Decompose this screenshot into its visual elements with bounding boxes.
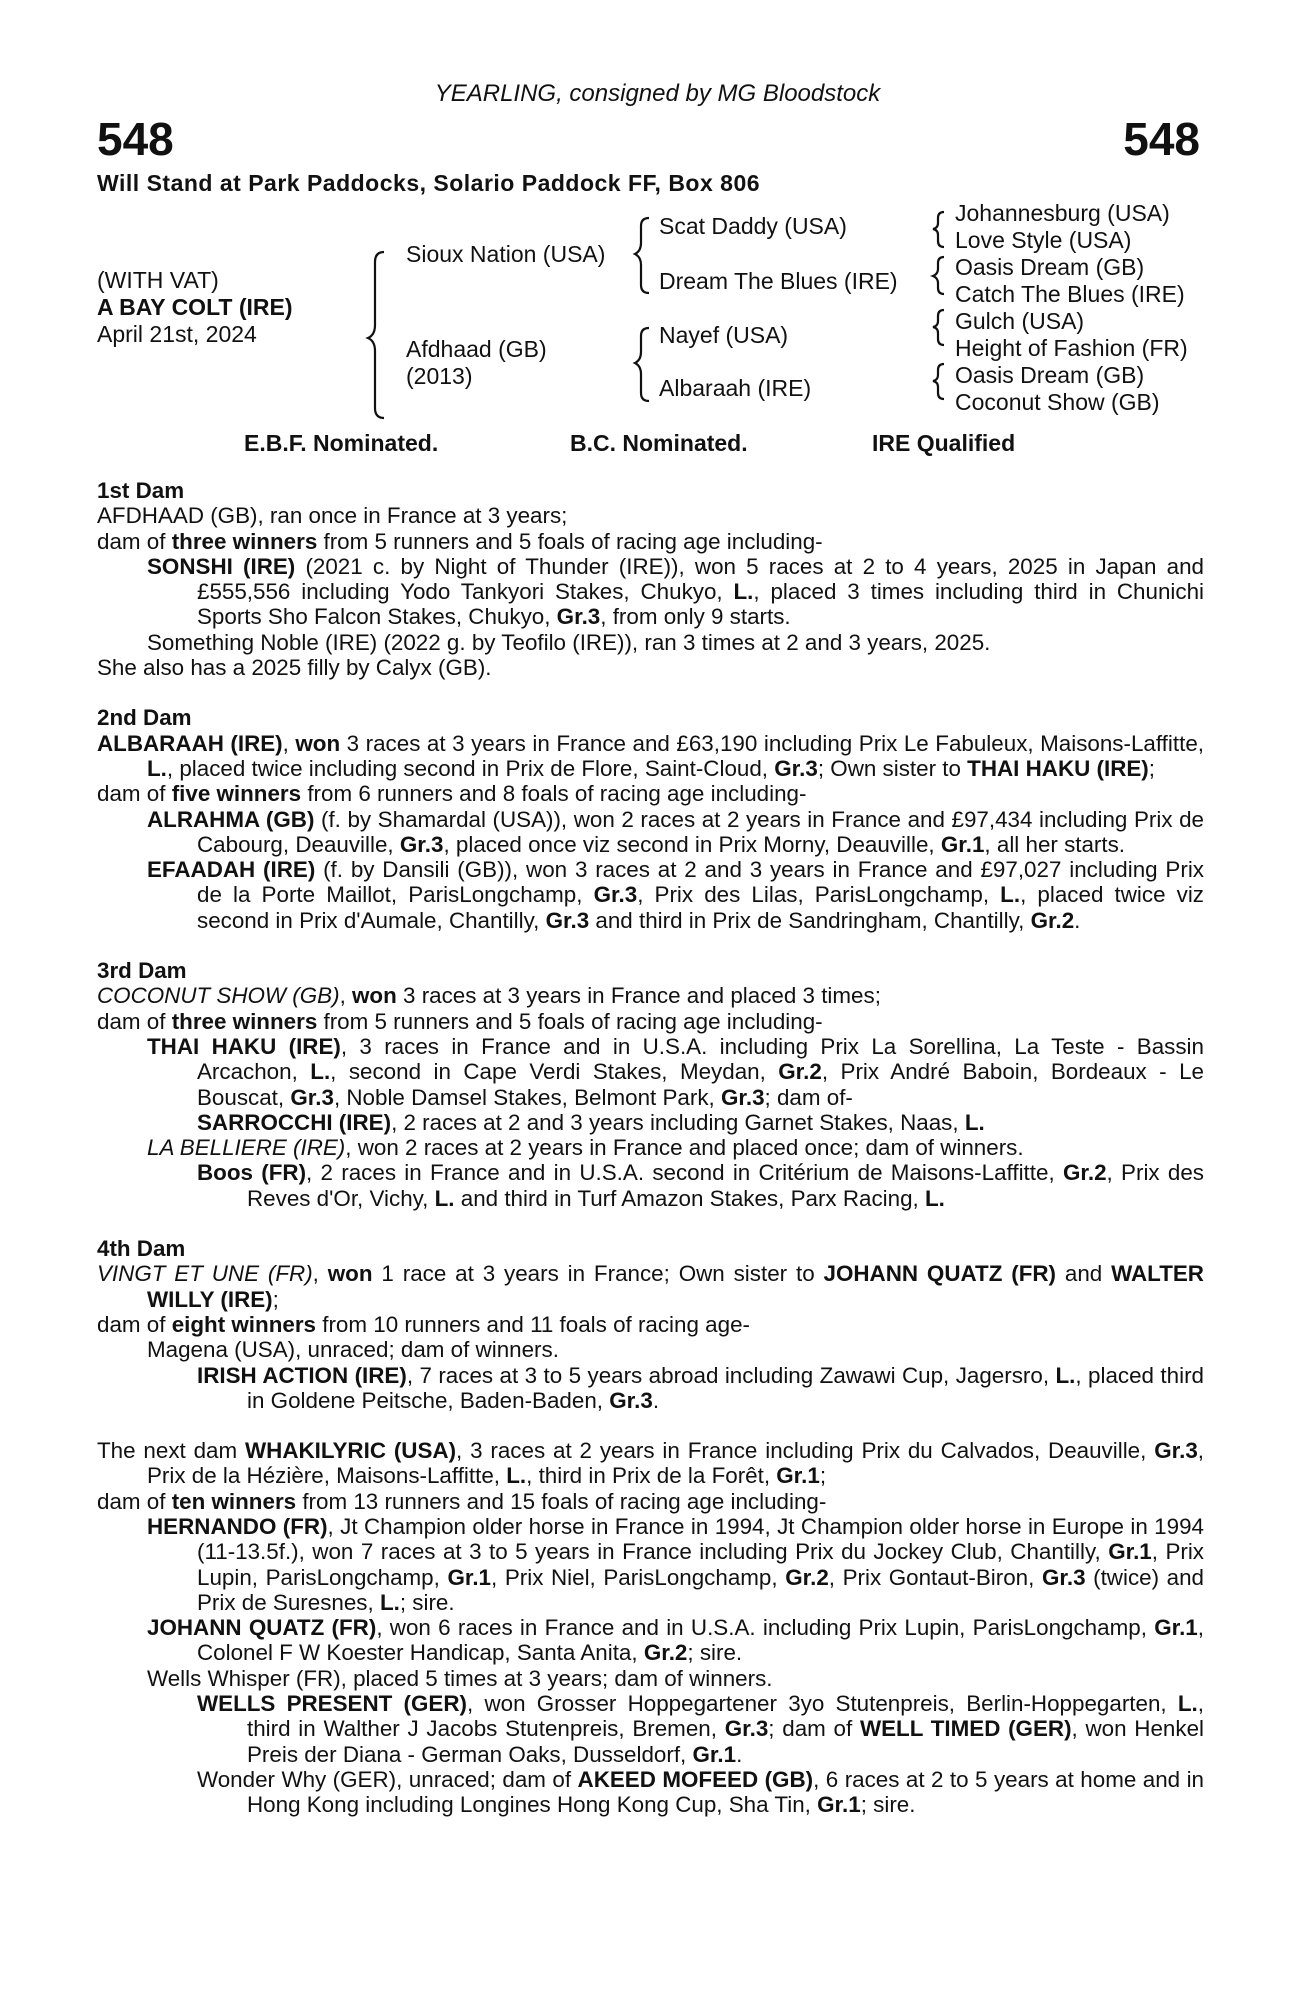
italic-text: COCONUT SHOW (GB) (97, 983, 340, 1009)
pedigree-paragraph (97, 1666, 1204, 1691)
text-run: , Jt Champion older horse in France in 1994, Jt Champion older horse in Europe in 1994 (11-13.5f.), won 7 races at 3 to 5 years in France including Prix du Jockey Club, Chantilly, (197, 1513, 1204, 1565)
bold-text: HERNANDO (FR) (147, 1513, 328, 1539)
brace-g1 (933, 212, 944, 247)
text-run: AFDHAAD (GB), ran once in France at 3 years; (97, 503, 568, 529)
text-run: from 5 runners and 5 foals of racing age including- (317, 1008, 823, 1034)
bold-text: Gr.2 (778, 1059, 822, 1085)
pedigree-g3-8: Coconut Show (GB) (955, 389, 1160, 415)
pedigree-paragraph (97, 1110, 1204, 1135)
pedigree-paragraph (97, 1261, 1204, 1312)
bold-text: ALBARAAH (IRE) (97, 730, 283, 756)
text-run: , third in Walther J Jacobs Stutenpreis, Bremen, (247, 1691, 1204, 1742)
bold-text: Gr.1 (1154, 1615, 1198, 1641)
text-run: , 3 races at 2 years in France including Prix du Calvados, Deauville, (456, 1438, 1155, 1464)
text-run: ; sire. (687, 1640, 743, 1666)
dam-section (97, 705, 1204, 933)
text-run: (twice) and Prix de Suresnes, (197, 1564, 1204, 1615)
italic-text: VINGT ET UNE (FR) (97, 1261, 313, 1287)
text-run: from 6 runners and 8 foals of racing age including- (301, 781, 807, 807)
text-run: ; Own sister to (817, 755, 968, 781)
catalogue-body (97, 478, 1204, 1818)
bold-text: Gr.2 (1062, 1160, 1107, 1186)
text-run: and third in Prix de Sandringham, Chantilly, (589, 907, 1031, 933)
bold-text: Gr.1 (692, 1741, 737, 1767)
text-run: She also has a 2025 filly by Calyx (GB). (97, 655, 492, 681)
pedigree-dam-sire: Nayef (USA) (659, 322, 789, 348)
text-run: and third in Turf Amazon Stakes, Parx Racing, (454, 1185, 925, 1211)
dam-section (97, 1236, 1204, 1413)
bold-text: won (352, 983, 397, 1009)
text-run: , third in Prix de la Forêt, (526, 1463, 777, 1489)
bold-text: THAI HAKU (IRE) (967, 755, 1149, 781)
bold-text: Gr.3 (556, 604, 601, 630)
bold-text: EFAADAH (IRE) (147, 857, 316, 883)
text-run: , won Henkel Preis der Diana - German Oaks, Dusseldorf, (247, 1716, 1204, 1767)
consignment-line: YEARLING, consigned by MG Bloodstock (434, 80, 881, 107)
pedigree-paragraph (97, 781, 1204, 806)
bold-text: L. (147, 755, 167, 781)
pedigree-paragraph (97, 554, 1204, 630)
pedigree-paragraph (97, 1767, 1204, 1818)
text-run: from 5 runners and 5 foals of racing age including- (317, 528, 823, 554)
pedigree-paragraph (97, 1337, 1204, 1362)
bold-text: ALRAHMA (GB) (147, 806, 315, 832)
bold-text: L. (964, 1109, 985, 1135)
nomination-bc: B.C. Nominated. (570, 430, 748, 456)
horse-name: A BAY COLT (IRE) (97, 294, 293, 320)
bold-text: won (295, 730, 341, 756)
text-run: 3 races at 3 years in France and £63,190 including Prix Le Fabuleux, Maisons-Laffitte, (340, 730, 1204, 756)
pedigree-sire-dam: Dream The Blues (IRE) (659, 268, 898, 294)
text-run: ; dam of- (764, 1084, 853, 1110)
bold-text: Boos (FR) (197, 1160, 307, 1186)
pedigree-paragraph (97, 983, 1204, 1008)
text-run: The next dam (97, 1438, 246, 1464)
bold-text: L. (310, 1059, 331, 1085)
bold-text: three winners (171, 528, 318, 554)
pedigree-paragraph (97, 857, 1204, 933)
text-run: , Noble Damsel Stakes, Belmont Park, (333, 1084, 721, 1110)
bold-text: eight winners (171, 1311, 317, 1337)
text-run: Wonder Why (GER), unraced; dam of (197, 1766, 578, 1792)
text-run: , placed twice including second in Prix de Flore, Saint-Cloud, (166, 755, 775, 781)
text-run: , placed third in Goldene Peitsche, Baden-Baden, (247, 1362, 1204, 1413)
text-run: ; dam of (768, 1716, 860, 1742)
pedigree-sire-sire: Scat Daddy (USA) (659, 213, 847, 239)
pedigree-paragraph (97, 731, 1204, 782)
section-heading: 4th Dam (97, 1236, 186, 1262)
text-run: . (1074, 907, 1081, 933)
stand-info: Will Stand at Park Paddocks, Solario Paddock FF, Box 806 (97, 170, 761, 196)
text-run: ; (1148, 755, 1155, 781)
text-run: , placed once viz second in Prix Morny, Deauville, (443, 831, 941, 857)
bold-text: THAI HAKU (IRE) (147, 1033, 341, 1059)
pedigree-dam-year: (2013) (406, 363, 473, 389)
bold-text: L. (434, 1185, 455, 1211)
text-run: , Prix des Reves d'Or, Vichy, (247, 1160, 1204, 1211)
text-run: , 2 races at 2 and 3 years including Garnet Stakes, Naas, (391, 1109, 965, 1135)
pedigree-g3-6: Height of Fashion (FR) (955, 335, 1188, 361)
bold-text: L. (1000, 882, 1021, 908)
text-run: , second in Cape Verdi Stakes, Meydan, (330, 1059, 779, 1085)
text-run: 1 race at 3 years in France; Own sister to (372, 1261, 824, 1287)
pedigree-dam: Afdhaad (GB) (406, 336, 547, 362)
bold-text: three winners (171, 1008, 318, 1034)
pedigree-paragraph (97, 529, 1204, 554)
pedigree-paragraph (97, 1160, 1204, 1211)
text-run: , 7 races at 3 to 5 years abroad including Zawawi Cup, Jagersro, (406, 1362, 1056, 1388)
text-run: , Prix des Lilas, ParisLongchamp, (637, 882, 1001, 908)
text-run: , from only 9 starts. (600, 604, 791, 630)
bold-text: Gr.3 (545, 907, 590, 933)
bold-text: Gr.3 (1041, 1564, 1086, 1590)
italic-text: LA BELLIERE (IRE) (147, 1135, 346, 1161)
pedigree-paragraph (97, 1135, 1204, 1160)
brace-g4 (933, 364, 944, 399)
text-run: and (1056, 1261, 1112, 1287)
pedigree-paragraph (97, 1691, 1204, 1767)
text-run: (2021 c. by Night of Thunder (IRE)), won 5 races at 2 to 4 years, 2025 in Japan and £555,556 including Yodo Tankyori Stakes, Chukyo, (197, 553, 1204, 605)
bold-text: L. (1177, 1691, 1198, 1717)
bold-text: ten winners (171, 1488, 297, 1514)
text-run: , placed twice viz second in Prix d'Aumale, Chantilly, (197, 882, 1205, 933)
text-run: dam of (97, 1488, 172, 1514)
text-run: , Colonel F W Koester Handicap, Santa Anita, (197, 1615, 1204, 1666)
text-run: from 13 runners and 15 foals of racing age including- (296, 1488, 827, 1514)
pedigree-g3-5: Gulch (USA) (955, 308, 1085, 334)
brace-g3 (933, 310, 944, 345)
text-run: dam of (97, 1311, 172, 1337)
section-heading: 1st Dam (97, 478, 185, 503)
text-run: , Prix Gontaut-Biron, (828, 1564, 1042, 1590)
pedigree-paragraph (97, 1009, 1204, 1034)
bold-text: Gr.2 (643, 1640, 688, 1666)
text-run: Wells Whisper (FR), placed 5 times at 3 years; dam of winners. (147, 1665, 773, 1691)
text-run: , 6 races at 2 to 5 years at home and in Hong Kong including Longines Hong Kong Cup, Sha Tin, (247, 1766, 1205, 1818)
lot-number-left: 548 (97, 113, 174, 165)
bold-text: JOHANN QUATZ (FR) (147, 1615, 377, 1641)
bold-text: L. (1055, 1362, 1076, 1388)
pedigree-paragraph (97, 1514, 1204, 1615)
text-run: , (312, 1261, 328, 1287)
text-run: , Prix Lupin, ParisLongchamp, (197, 1539, 1204, 1590)
text-run: dam of (97, 1008, 172, 1034)
nomination-ebf: E.B.F. Nominated. (244, 430, 439, 456)
pedigree-paragraph (97, 1489, 1204, 1514)
text-run: ; sire. (860, 1792, 916, 1818)
pedigree-g3-3: Oasis Dream (GB) (955, 254, 1145, 280)
bold-text: WALTER WILLY (IRE) (147, 1261, 1204, 1312)
pedigree-sire: Sioux Nation (USA) (406, 241, 606, 267)
text-run: , placed 3 times including third in Chunichi Sports Sho Falcon Stakes, Chukyo, (197, 579, 1204, 630)
brace-foal (368, 252, 384, 418)
foaling-date: April 21st, 2024 (97, 321, 257, 347)
bold-text: WELL TIMED (GER) (859, 1716, 1072, 1742)
text-run: . (736, 1741, 743, 1767)
bold-text: Gr.1 (447, 1564, 492, 1590)
pedigree-g3-1: Johannesburg (USA) (955, 200, 1170, 226)
bold-text: JOHANN QUATZ (FR) (823, 1261, 1057, 1287)
section-heading: 3rd Dam (97, 958, 187, 984)
pedigree-dam-dam: Albaraah (IRE) (659, 375, 812, 401)
section-heading: 2nd Dam (97, 705, 192, 731)
text-run: ; (819, 1463, 827, 1489)
bold-text: Gr.3 (724, 1716, 769, 1742)
text-run: , 3 races in France and in U.S.A. including Prix La Sorellina, La Teste - Bassin Arcachon, (197, 1033, 1204, 1085)
pedigree-paragraph (97, 1034, 1204, 1110)
text-run: , Prix Niel, ParisLongchamp, (491, 1564, 786, 1590)
text-run: , Prix de la Hézière, Maisons-Laffitte, (147, 1438, 1205, 1489)
bold-text: WHAKILYRIC (USA) (245, 1438, 457, 1464)
bold-text: Gr.3 (774, 755, 818, 781)
text-run: from 10 runners and 11 foals of racing age- (316, 1311, 750, 1337)
bold-text: Gr.3 (609, 1387, 653, 1413)
bold-text: L. (506, 1463, 527, 1489)
bold-text: Gr.1 (940, 831, 985, 857)
pedigree-paragraph (97, 655, 1204, 680)
pedigree-paragraph (97, 1615, 1204, 1666)
text-run: (f. by Shamardal (USA)), won 2 races at 2 years in France and £97,434 including Prix de Cabourg, Deauville, (197, 806, 1204, 857)
pedigree-g3-7: Oasis Dream (GB) (955, 362, 1145, 388)
brace-g2 (933, 257, 944, 294)
text-run: , (339, 983, 353, 1009)
brace-dam (635, 328, 649, 401)
bold-text: won (327, 1261, 373, 1287)
bold-text: WELLS PRESENT (GER) (197, 1691, 467, 1717)
pedigree-g3-4: Catch The Blues (IRE) (955, 281, 1185, 307)
text-run: , won Grosser Hoppegartener 3yo Stutenpreis, Berlin-Hoppegarten, (467, 1691, 1178, 1717)
text-run: dam of (97, 781, 172, 807)
text-run: , 2 races in France and in U.S.A. second in Critérium de Maisons-Laffitte, (306, 1160, 1063, 1186)
bold-text: Gr.3 (1154, 1438, 1198, 1464)
bold-text: Gr.3 (720, 1084, 765, 1110)
bold-text: Gr.1 (817, 1792, 861, 1818)
dam-section (97, 478, 1204, 680)
pedigree-paragraph (97, 1363, 1204, 1414)
text-run: ; sire. (399, 1589, 455, 1615)
bold-text: L. (379, 1589, 400, 1615)
dam-section (97, 958, 1204, 1211)
lot-number-right: 548 (1123, 113, 1200, 165)
text-run: 3 races at 3 years in France and placed 3 times; (396, 983, 881, 1009)
bold-text: SARROCCHI (IRE) (197, 1109, 392, 1135)
bold-text: IRISH ACTION (IRE) (197, 1362, 407, 1388)
vat-label: (WITH VAT) (97, 267, 219, 293)
bold-text: Gr.3 (399, 831, 444, 857)
text-run: dam of (97, 528, 172, 554)
bold-text: five winners (171, 781, 302, 807)
pedigree-paragraph (97, 503, 1204, 528)
text-run: , won 2 races at 2 years in France and placed once; dam of winners. (345, 1135, 1024, 1161)
pedigree-paragraph (97, 807, 1204, 858)
bold-text: L. (733, 579, 754, 605)
text-run: Something Noble (IRE) (2022 g. by Teofilo (IRE)), ran 3 times at 2 and 3 years, 2025. (147, 629, 991, 655)
nomination-ire: IRE Qualified (872, 430, 1016, 456)
bold-text: Gr.3 (290, 1084, 334, 1110)
bold-text: Gr.2 (1030, 907, 1075, 933)
bold-text: Gr.3 (593, 882, 638, 908)
bold-text: Gr.2 (785, 1564, 829, 1590)
brace-sire (635, 218, 649, 293)
pedigree-paragraph (97, 630, 1204, 655)
text-run: . (652, 1387, 660, 1413)
dam-section (97, 1438, 1204, 1817)
bold-text: Gr.1 (776, 1463, 820, 1489)
bold-text: AKEED MOFEED (GB) (577, 1766, 814, 1792)
text-run: ; (272, 1286, 279, 1312)
pedigree-paragraph (97, 1438, 1204, 1489)
pedigree-g3-2: Love Style (USA) (955, 227, 1132, 253)
text-run: , (282, 730, 296, 756)
text-run: (f. by Dansili (GB)), won 3 races at 2 and 3 years in France and £97,027 including Prix de la Porte Maillot, ParisLongchamp, (197, 857, 1204, 908)
text-run: Magena (USA), unraced; dam of winners. (147, 1337, 559, 1363)
bold-text: SONSHI (IRE) (147, 553, 296, 579)
text-run: , Prix André Baboin, Bordeaux - Le Bouscat, (197, 1059, 1204, 1110)
text-run: , won 6 races in France and in U.S.A. including Prix Lupin, ParisLongchamp, (376, 1615, 1155, 1641)
bold-text: L. (924, 1185, 945, 1211)
pedigree-paragraph (97, 1312, 1204, 1337)
bold-text: Gr.1 (1108, 1539, 1152, 1565)
text-run: , all her starts. (984, 831, 1126, 857)
